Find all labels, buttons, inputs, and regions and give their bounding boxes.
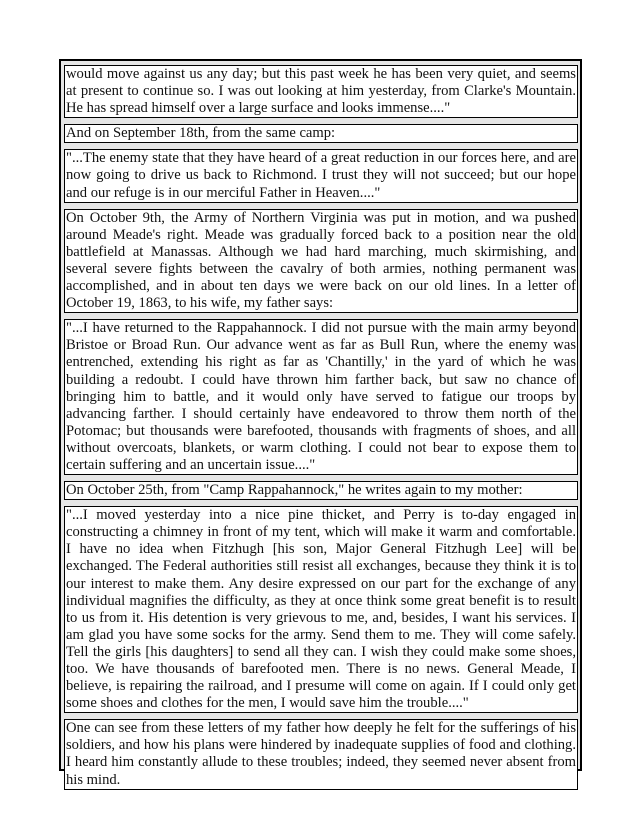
paragraph-closing: One can see from these letters of my father how deeply he felt for the sufferings of his soldiers, and how his plans were hindered by inadequate supplies of food and clothing. I heard him constantly allude to these troubles; indeed, they seemed never absent from his mind. [64, 719, 578, 789]
paragraph-continuation: would move against us any day; but this past week he has been very quiet, and seems at present to continue so. I was out looking at him yesterday, from Clarke's Mountain. He has spread himself over a large surface and looks immense...." [64, 65, 578, 118]
page-frame [59, 59, 582, 788]
paragraph-intro-oct-25: On October 25th, from "Camp Rappahannock," he writes again to my mother: [64, 481, 578, 500]
paragraph-quote-sept-18: "...The enemy state that they have heard of a great reduction in our forces here, and are now going to drive us back to Richmond. I trust they will not succeed; but our hope and our refuge is in our merciful Father in Heaven...." [64, 149, 578, 202]
paragraph-intro-sept-18: And on September 18th, from the same camp: [64, 124, 578, 143]
paragraph-quote-oct-25: "...I moved yesterday into a nice pine thicket, and Perry is to-day engaged in constructing a chimney in front of my tent, which will make it warm and comfortable. I have no idea when Fitzhugh [his son, Major General Fitzhugh Lee] will be exchanged. The Federal authorities still resist all exchanges, because they think it is to our interest to make them. Any desire expressed on our part for the exchange of any individual magnifies the difficulty, as they at once think some great benefit is to result to us from it. His detention is very grievous to me, and, besides, I want his services. I am glad you have some socks for the army. Send them to me. They will come safely. Tell the girls [his daughters] to send all they can. I wish they could make some shoes, too. We have thousands of barefooted men. There is no news. General Meade, I believe, is repairing the railroad, and I presume will come on again. If I could only get some shoes and clothes for the men, I would save him the trouble...." [64, 506, 578, 713]
paragraph-october-9: On October 9th, the Army of Northern Virginia was put in motion, and wa pushed around Meade's right. Meade was gradually forced back to a position near the old battlefield at Manassas. Although we had hard marching, much skirmishing, and several severe fights between the cavalry of both armies, nothing permanent was accomplished, and in about ten days we were back on our old lines. In a letter of October 19, 1863, to his wife, my father says: [64, 209, 578, 314]
paragraph-quote-oct-19: "...I have returned to the Rappahannock. I did not pursue with the main army beyond Bristoe or Broad Run. Our advance went as far as Bull Run, where the enemy was entrenched, extending his right as far as 'Chantilly,' in the yard of which he was building a redoubt. I could have thrown him farther back, but saw no chance of bringing him to battle, and it would only have served to fatigue our troops by advancing farther. I should certainly have endeavored to throw them north of the Potomac; but thousands were barefooted, thousands with fragments of shoes, and all without overcoats, blankets, or warm clothing. I could not bear to expose them to certain suffering and an uncertain issue...." [64, 319, 578, 475]
